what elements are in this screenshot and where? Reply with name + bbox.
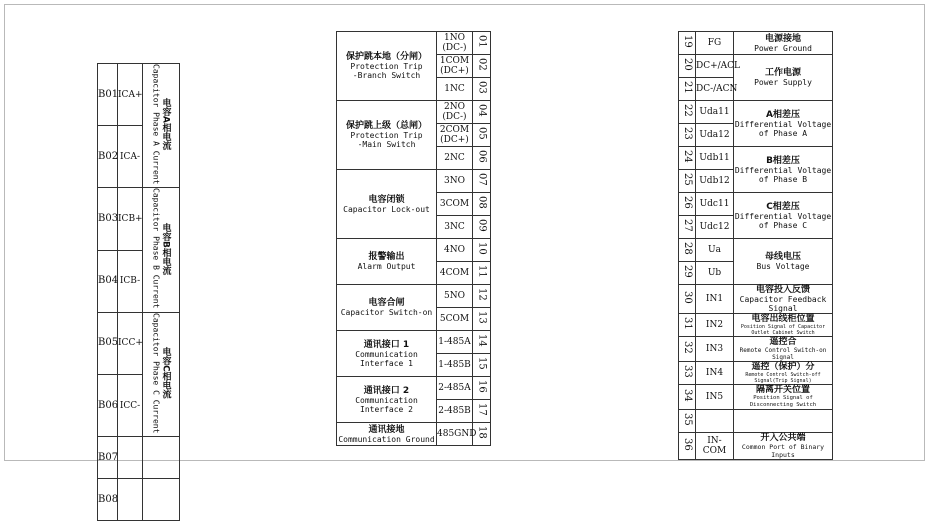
terminal-number: 06	[473, 147, 491, 170]
terminal-group-label	[143, 479, 180, 521]
terminal-number: 30	[679, 285, 696, 314]
terminal-group-label: B相差压 Differential Voltage of Phase B	[734, 147, 833, 193]
terminal-number: 36	[679, 433, 696, 460]
terminal-number: 29	[679, 262, 696, 285]
terminal-signal: 1COM (DC+)	[437, 55, 473, 78]
terminal-signal: ICB+	[118, 188, 143, 250]
terminal-group-label: A相差压 Differential Voltage of Phase A	[734, 101, 833, 147]
terminal-number: B07	[98, 437, 118, 479]
terminal-number: 19	[679, 32, 696, 55]
terminal-signal: Udb11	[696, 147, 734, 170]
terminal-group-label: 电容投入反馈 Capacitor Feedback Signal	[734, 285, 833, 314]
terminal-number: 01	[473, 32, 491, 55]
terminal-group-label: 母线电压 Bus Voltage	[734, 239, 833, 285]
terminal-number: 07	[473, 170, 491, 193]
terminal-signal: FG	[696, 32, 734, 55]
terminal-number: 16	[473, 377, 491, 400]
terminal-signal: 1NO (DC-)	[437, 32, 473, 55]
terminal-signal: Udc11	[696, 193, 734, 216]
terminal-group-label: 电容C相电流 Capacitor Phase C Current	[143, 312, 180, 436]
terminal-number: 32	[679, 337, 696, 362]
terminal-signal: 3NO	[437, 170, 473, 193]
terminal-signal: ICB-	[118, 250, 143, 312]
terminal-number: 20	[679, 55, 696, 78]
terminal-table-01-18	[336, 31, 491, 446]
terminal-signal	[118, 437, 143, 479]
terminal-group-label: C相差压 Differential Voltage of Phase C	[734, 193, 833, 239]
terminal-signal: 3COM	[437, 193, 473, 216]
terminal-group-label: 电容合闸 Capacitor Switch-on	[337, 285, 437, 331]
terminal-signal: IN3	[696, 337, 734, 362]
terminal-signal: 3NC	[437, 216, 473, 239]
terminal-number: 10	[473, 239, 491, 262]
terminal-group-label: 隔离开关位置 Position Signal of Disconnecting Switch	[734, 385, 833, 410]
terminal-number: 02	[473, 55, 491, 78]
terminal-number: 31	[679, 314, 696, 337]
terminal-signal	[696, 410, 734, 433]
terminal-number: 24	[679, 147, 696, 170]
terminal-number: 33	[679, 362, 696, 385]
terminal-signal: IN-COM	[696, 433, 734, 460]
terminal-number: 14	[473, 331, 491, 354]
terminal-signal: 485GND	[437, 423, 473, 446]
terminal-group-label: 通讯接口 2 Communication Interface 2	[337, 377, 437, 423]
terminal-signal: 2NO (DC-)	[437, 101, 473, 124]
terminal-group-label: 遥控（保护）分 Remote Control Switch-off Signal(Trip Signal)	[734, 362, 833, 385]
terminal-signal: Uda12	[696, 124, 734, 147]
terminal-number: 25	[679, 170, 696, 193]
terminal-group-label: 电容B相电流 Capacitor Phase B Current	[143, 188, 180, 312]
terminal-table-19-36	[678, 31, 833, 460]
terminal-signal: 2-485A	[437, 377, 473, 400]
terminal-signal: ICA-	[118, 126, 143, 188]
terminal-number: B05	[98, 312, 118, 374]
terminal-number: B03	[98, 188, 118, 250]
terminal-number: 17	[473, 400, 491, 423]
terminal-number: B06	[98, 375, 118, 437]
terminal-signal: 2NC	[437, 147, 473, 170]
terminal-number: 23	[679, 124, 696, 147]
terminal-signal: 5COM	[437, 308, 473, 331]
terminal-signal: IN5	[696, 385, 734, 410]
terminal-group-label: 电容A相电流 Capacitor Phase A Current	[143, 64, 180, 188]
terminal-signal: 2-485B	[437, 400, 473, 423]
terminal-number: 13	[473, 308, 491, 331]
terminal-group-label: 报警输出 Alarm Output	[337, 239, 437, 285]
terminal-number: B02	[98, 126, 118, 188]
terminal-signal: Uda11	[696, 101, 734, 124]
terminal-number: 08	[473, 193, 491, 216]
terminal-signal: 4COM	[437, 262, 473, 285]
terminal-number: 26	[679, 193, 696, 216]
terminal-number: 05	[473, 124, 491, 147]
terminal-signal: IN2	[696, 314, 734, 337]
terminal-group-label: 开入公共端 Common Port of Binary Inputs	[734, 433, 833, 460]
terminal-signal: 1NC	[437, 78, 473, 101]
terminal-signal: 4NO	[437, 239, 473, 262]
terminal-group-label: 电容闭锁 Capacitor Lock-out	[337, 170, 437, 239]
terminal-group-label: 工作电源 Power Supply	[734, 55, 833, 101]
terminal-group-label: 保护跳本地（分闸） Protection Trip -Branch Switch	[337, 32, 437, 101]
terminal-group-label	[734, 410, 833, 433]
terminal-number: B01	[98, 64, 118, 126]
terminal-number: 34	[679, 385, 696, 410]
terminal-signal	[118, 479, 143, 521]
terminal-signal: 1-485B	[437, 354, 473, 377]
terminal-number: 27	[679, 216, 696, 239]
terminal-number: 03	[473, 78, 491, 101]
terminal-number: 12	[473, 285, 491, 308]
terminal-signal: ICC+	[118, 312, 143, 374]
terminal-signal: IN4	[696, 362, 734, 385]
terminal-signal: IN1	[696, 285, 734, 314]
terminal-number: 21	[679, 78, 696, 101]
terminal-signal: 5NO	[437, 285, 473, 308]
terminal-signal: 2COM (DC+)	[437, 124, 473, 147]
terminal-group-label: 通讯接口 1 Communication Interface 1	[337, 331, 437, 377]
terminal-number: 18	[473, 423, 491, 446]
terminal-number: 09	[473, 216, 491, 239]
terminal-signal: DC+/ACL	[696, 55, 734, 78]
terminal-number: B04	[98, 250, 118, 312]
terminal-number: 35	[679, 410, 696, 433]
terminal-signal: ICA+	[118, 64, 143, 126]
terminal-group-label	[143, 437, 180, 479]
terminal-signal: Udc12	[696, 216, 734, 239]
terminal-group-label: 通讯接地 Communication Ground	[338, 424, 435, 444]
terminal-number: 11	[473, 262, 491, 285]
terminal-number: 04	[473, 101, 491, 124]
terminal-signal: Udb12	[696, 170, 734, 193]
terminal-group-label: 遥控合 Remote Control Switch-on Signal	[734, 337, 833, 362]
terminal-group-label: 保护跳上级（总闸） Protection Trip -Main Switch	[337, 101, 437, 170]
terminal-number: 22	[679, 101, 696, 124]
terminal-number: B08	[98, 479, 118, 521]
terminal-table-b	[97, 63, 180, 521]
terminal-signal: Ua	[696, 239, 734, 262]
terminal-number: 15	[473, 354, 491, 377]
terminal-group-label: 电源接地 Power Ground	[734, 32, 833, 55]
terminal-signal: Ub	[696, 262, 734, 285]
terminal-signal: ICC-	[118, 375, 143, 437]
terminal-group-label: 电容出线柜位置 Position Signal of Capacitor Outlet Cabinet Switch	[734, 314, 833, 337]
terminal-signal: 1-485A	[437, 331, 473, 354]
terminal-signal: DC-/ACN	[696, 78, 734, 101]
terminal-number: 28	[679, 239, 696, 262]
